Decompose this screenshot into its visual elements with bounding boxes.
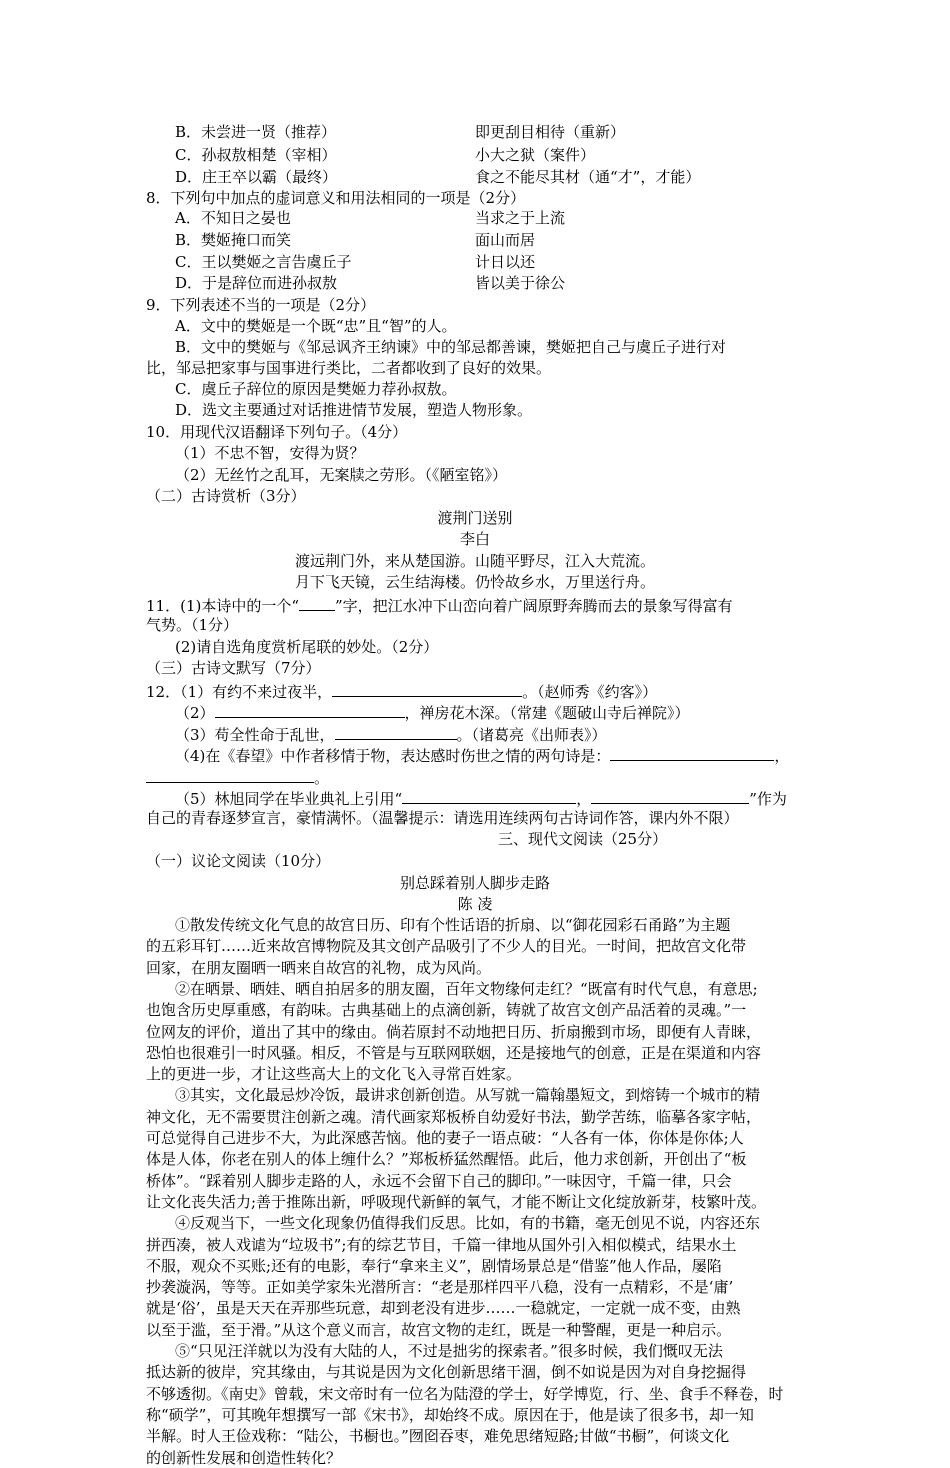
essay-line: 桥体”。“踩着别人脚步走路的人，永远不会留下自己的脚印。”一味因守，千篇一律，只会: [146, 1172, 732, 1190]
q12-line-6: [175, 787, 787, 809]
q11-answer-blank[interactable]: [299, 594, 335, 611]
q12-line-7: 自己的青春逐梦宣言，豪情满怀。（温馨提示：请选用连续两句古诗词作答，课内外不限）: [146, 809, 739, 827]
q7-option-b-right: 即更刮目相待（重新）: [475, 123, 626, 141]
q12-3-blank[interactable]: [335, 723, 457, 740]
q10-sentence-1: （1）不忠不智，安得为贤？: [175, 444, 365, 462]
q12-1-text: 12．（1）有约不来过夜半，: [146, 683, 333, 701]
q7-option-b-left: B．未尝进一贤（推荐）: [175, 123, 337, 141]
q11-line-3: (2)请自选角度赏析尾联的妙处。（2分）: [175, 638, 439, 656]
q12-1-source: 。（赵师秀《约客》）: [522, 683, 658, 701]
q8-option-d-right: 皆以美于徐公: [475, 274, 566, 292]
q11-line-2: 气势。（1分）: [146, 616, 239, 634]
essay-line: ⑤“只见汪洋就以为没有大陆的人，不过是拙劣的探索者。”很多时候，我们慨叹无法: [175, 1342, 723, 1360]
q11-text-a: 11．(1)本诗中的一个“: [146, 597, 300, 615]
essay-line: ①散发传统文化气息的故宫日历、印有个性话语的折扇、以“御花园彩石甬路”为主题: [175, 916, 731, 934]
essay-line: 就是‘俗’，虽是天天在弄那些玩意，却到老没有进步……一稳就定，一定就一成不变，由熟: [146, 1299, 741, 1317]
q8-option-d-left: D．于是辞位而进孙叔敖: [175, 274, 338, 292]
q8-option-c-right: 计日以还: [475, 253, 536, 271]
q12-line-3: [175, 723, 607, 745]
q12-5-tail: ”作为: [749, 790, 787, 808]
q9-option-c: C．虞丘子辞位的原因是樊姬力荐孙叔敖。: [175, 380, 457, 398]
q7-option-c-right: 小大之狱（案件）: [475, 146, 596, 164]
essay-line: 上的更进一步，才让这些高大上的文化飞入寻常百姓家。: [146, 1065, 522, 1083]
essay-line: ②在晒景、晒娃、晒自拍居多的朋友圈，百年文物缘何走红？“既富有时代气息，有意思;: [175, 980, 758, 998]
q10-sentence-2: （2）无丝竹之乱耳，无案牍之劳形。（《陋室铭》）: [175, 466, 508, 484]
q12-5-blank-1[interactable]: [402, 787, 576, 804]
q12-line-5: [146, 766, 329, 788]
q8-stem: 8．下列句中加点的虚词意义和用法相同的一项是（2分）: [146, 189, 526, 207]
q12-1-blank[interactable]: [332, 680, 522, 697]
essay-title: 别总踩着别人脚步走路: [399, 874, 550, 892]
essay-line: ④反观当下，一些文化现象仍值得我们反思。比如，有的书籍，毫无创见不说，内容还东: [175, 1214, 761, 1232]
essay-line: 让文化丧失活力;善于推陈出新，呼吸现代新鲜的氧气，才能不断让文化绽放新芽，枝繁叶茂。: [146, 1193, 767, 1211]
essay-line: 抵达新的彼岸，究其缘由，与其说是因为文化创新思绪干涸，倒不如说是因为对自身挖掘得: [146, 1363, 747, 1381]
poem-title: 渡荆门送别: [437, 509, 513, 527]
essay-line: 称“硕学”，可其晚年想撰写一部《宋书》，却始终不成。原因在于，他是读了很多书，却一知: [146, 1406, 754, 1424]
essay-line: 抄袭漩涡，等等。正如美学家朱光潜所言：“老是那样四平八稳，没有一点精彩，不是‘庸’: [146, 1278, 734, 1296]
q12-5-text: （5）林旭同学在毕业典礼上引用“: [175, 790, 403, 808]
q12-4-text: （4)在《春望》中作者移情于物，表达感时伤世之情的两句诗是：: [175, 747, 611, 765]
essay-line: 可总觉得自己进步不大，为此深感苦恼。他的妻子一语点破：“人各有一体，你体是你体;人: [146, 1129, 744, 1147]
poem-author: 李白: [459, 530, 490, 548]
essay-line: 的五彩耳钉……近来故宫博物院及其文创产品吸引了不少人的目光。一时间，把故宫文化带: [146, 937, 747, 955]
essay-line: 恐怕也很难引一时风骚。相反，不管是与互联网联姻，还是接地气的创意，正是在渠道和内容: [146, 1044, 762, 1062]
essay-line: 神文化，无不需要贯注创新之魂。清代画家郑板桥自幼爱好书法，勤学苦练，临摹各家字帖，: [146, 1108, 762, 1126]
q12-5-blank-2[interactable]: [591, 787, 749, 804]
q12-line-2: [175, 701, 690, 723]
q8-option-a-left: A．不知日之晏也: [175, 209, 291, 227]
q8-option-b-right: 面山而居: [475, 231, 536, 249]
q9-option-b-line2: 比，邹忌把家事与国事进行类比，二者都收到了良好的效果。: [146, 359, 552, 377]
q7-option-c-left: C．孙叔敖相楚（宰相）: [175, 146, 337, 164]
part-3-title: 三、现代文阅读（25分）: [498, 830, 668, 848]
essay-line: 也饱含历史厚重感，有韵味。古典基础上的点滴创新，铸就了故宫文创产品活着的灵魂。”一: [146, 1001, 747, 1019]
poem-line-1: 渡远荆门外，来从楚国游。山随平野尽，江入大荒流。: [294, 552, 655, 570]
q8-option-c-left: C．王以樊姬之言告虞丘子: [175, 253, 352, 271]
q11-line-1: [146, 594, 733, 616]
section-3-title: （三）古诗文默写（7分）: [146, 659, 321, 677]
q9-option-a: A．文中的樊姬是一个既“忠”且“智”的人。: [175, 317, 457, 335]
q12-4-blank-2[interactable]: [146, 766, 314, 783]
q9-stem: 9．下列表述不当的一项是（2分）: [146, 296, 376, 314]
essay-line: 不够透彻。《南史》曾载，宋文帝时有一位名为陆澄的学士，好学博览，行、坐、食手不释卷，时: [146, 1385, 784, 1403]
essay-line: 半解。时人王俭戏称：“陆公，书橱也。”囫囵吞枣，难免思绪短路;甘做“书橱”，何谈文化: [146, 1427, 730, 1445]
essay-line: ③其实，文化最忌炒冷饭，最讲求创新创造。从写就一篇翰墨短文，到熔铸一个城市的精: [175, 1086, 761, 1104]
subsection-1-title: （一）议论文阅读（10分）: [146, 852, 331, 870]
essay-line: 以至于滥，至于滑。”从这个意义而言，故宫文物的走红，既是一种警醒，更是一种启示。: [146, 1321, 732, 1339]
q12-2-blank[interactable]: [215, 701, 405, 718]
section-2-title: （二）古诗赏析（3分）: [146, 487, 306, 505]
q8-option-a-right: 当求之于上流: [475, 209, 566, 227]
essay-line: 回家，在朋友圈晒一晒来自故宫的礼物，成为风尚。: [146, 959, 492, 977]
q12-3-text: （3）苟全性命于乱世，: [175, 726, 335, 744]
q12-4-period: 。: [314, 769, 330, 787]
q10-stem: 10．用现代汉语翻译下列句子。（4分）: [146, 423, 408, 441]
q9-option-b-line1: B．文中的樊姬与《邹忌讽齐王纳谏》中的邹忌都善谏，樊姬把自己与虞丘子进行对: [175, 338, 727, 356]
essay-line: 体是人体，你老在别人的体上缠什么？”郑板桥猛然醒悟。此后，他力求创新，开创出了“板: [146, 1150, 747, 1168]
q7-option-d-left: D．庄王卒以霸（最终）: [175, 168, 338, 186]
essay-line: 的创新性发展和创造性转化？: [146, 1449, 342, 1467]
q12-3-source: 。（诸葛亮《出师表》）: [456, 726, 607, 744]
q12-line-1: [146, 680, 657, 702]
essay-author: 陈 凌: [457, 895, 493, 913]
q12-4-blank-1[interactable]: [610, 744, 774, 761]
essay-line: 不服，观众不买账;还有的电影，奉行“拿来主义”，剧情场景总是“借鉴”他人作品，屡陷: [146, 1257, 722, 1275]
poem-line-2: 月下飞天镜，云生结海楼。仍怜故乡水，万里送行舟。: [294, 573, 655, 591]
essay-line: 位网友的评价，道出了其中的缘由。倘若原封不动地把日历、折扇搬到市场，即便有人青睐，: [146, 1023, 762, 1041]
q12-5-comma: ，: [576, 790, 592, 808]
q7-option-d-right: 食之不能尽其材（通“才”，才能）: [475, 168, 701, 186]
q9-option-d: D．选文主要通过对话推进情节发展，塑造人物形象。: [175, 401, 533, 419]
q8-option-b-left: B．樊姬掩口而笑: [175, 231, 292, 249]
q11-text-b: ”字，把江水冲下山峦向着广阔原野奔腾而去的景象写得富有: [335, 597, 733, 615]
q12-4-comma: ，: [774, 747, 790, 765]
essay-line: 拼西凑，被人戏谑为“垃圾书”;有的综艺节目，千篇一律地从国外引入相似模式，结果水土: [146, 1236, 737, 1254]
q12-2-text: ，禅房花木深。（常建《题破山寺后禅院》）: [404, 704, 690, 722]
q12-2-label: （2）: [175, 704, 215, 722]
q12-line-4: [175, 744, 789, 766]
